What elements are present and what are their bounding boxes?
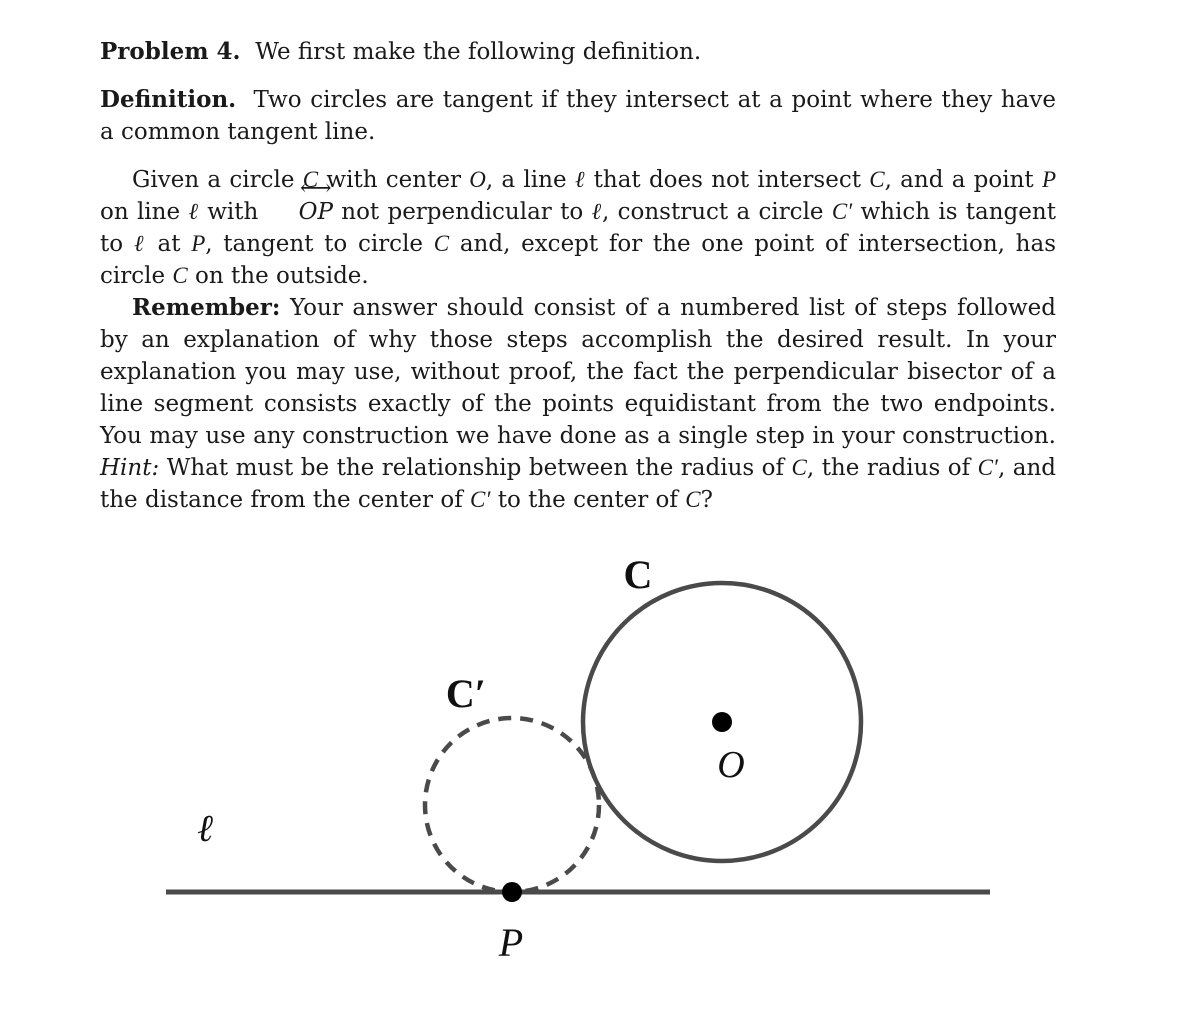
label-p: P	[498, 920, 524, 965]
problem-label: Problem 4.	[100, 38, 241, 65]
problem-intro: We first make the following definition.	[255, 39, 702, 65]
math-symbol: ℓ	[591, 199, 603, 224]
math-symbol: ℓ	[133, 231, 147, 256]
math-symbol: C	[791, 455, 807, 480]
task-text: not perpendicular to	[332, 199, 592, 225]
hint-text: , and the distance from the center of	[100, 455, 1057, 513]
task-text: with	[198, 199, 267, 225]
math-symbol: C	[302, 167, 319, 192]
math-symbol: C′	[470, 487, 491, 512]
point-p	[502, 882, 522, 902]
math-symbol: ℓ	[188, 199, 199, 224]
task-text: at	[146, 231, 192, 257]
center-o-point	[712, 712, 732, 732]
definition-label: Definition.	[100, 86, 237, 113]
task-text: , a line	[485, 167, 575, 193]
math-symbol: ℓ	[574, 167, 586, 192]
hint-text: ?	[700, 487, 713, 513]
task-text: which is tangent to	[100, 199, 1056, 257]
task-text: Given a circle	[132, 167, 303, 193]
circle-c-prime	[425, 718, 599, 892]
hint-text: What must be the relationship between the radius of	[159, 455, 792, 481]
label-c-prime: C′	[445, 671, 487, 716]
math-symbol: C	[685, 487, 701, 512]
hint-label: Hint:	[100, 455, 160, 481]
task-text: , tangent to circle	[205, 231, 434, 257]
hint-text: to the center of	[490, 487, 686, 513]
hint-text: , the radius of	[806, 455, 978, 481]
line-op-symbol: ⟷ OP	[267, 196, 333, 228]
math-symbol: P	[1041, 167, 1057, 192]
math-symbol: C	[172, 263, 188, 288]
math-symbol: P	[191, 231, 206, 256]
task-text: , and a point	[884, 167, 1042, 193]
remember-label: Remember:	[132, 294, 281, 321]
label-c: C	[623, 552, 653, 597]
task-text: on the outside.	[187, 263, 369, 289]
math-symbol: C′	[977, 455, 998, 480]
task-text: that does not intersect	[585, 167, 870, 193]
task-text: and, except for the one point of intersection, has circle	[100, 231, 1056, 289]
task-text: with center	[318, 167, 470, 193]
label-o: O	[717, 744, 745, 786]
label-ell: ℓ	[197, 808, 213, 850]
math-symbol: C	[869, 167, 885, 192]
task-text: , construct a circle	[602, 199, 832, 225]
task-text: on line	[100, 199, 189, 225]
remember-text: Your answer should consist of a numbered list of steps followed by an explanation of why those steps accomplish the desired result. In your explanation you may use, without proof, the fact the perpendicular bisector of a line segment consists exactly of the points equidistant from the two endpoints. You may use any construction we have done as a single step in your construction.	[100, 295, 1056, 449]
math-symbol: C	[433, 231, 450, 256]
math-symbol: O	[469, 167, 486, 192]
math-symbol: C′	[831, 199, 853, 224]
definition-text: Two circles are tangent if they intersect at a point where they have a common tangent line.	[100, 87, 1056, 145]
